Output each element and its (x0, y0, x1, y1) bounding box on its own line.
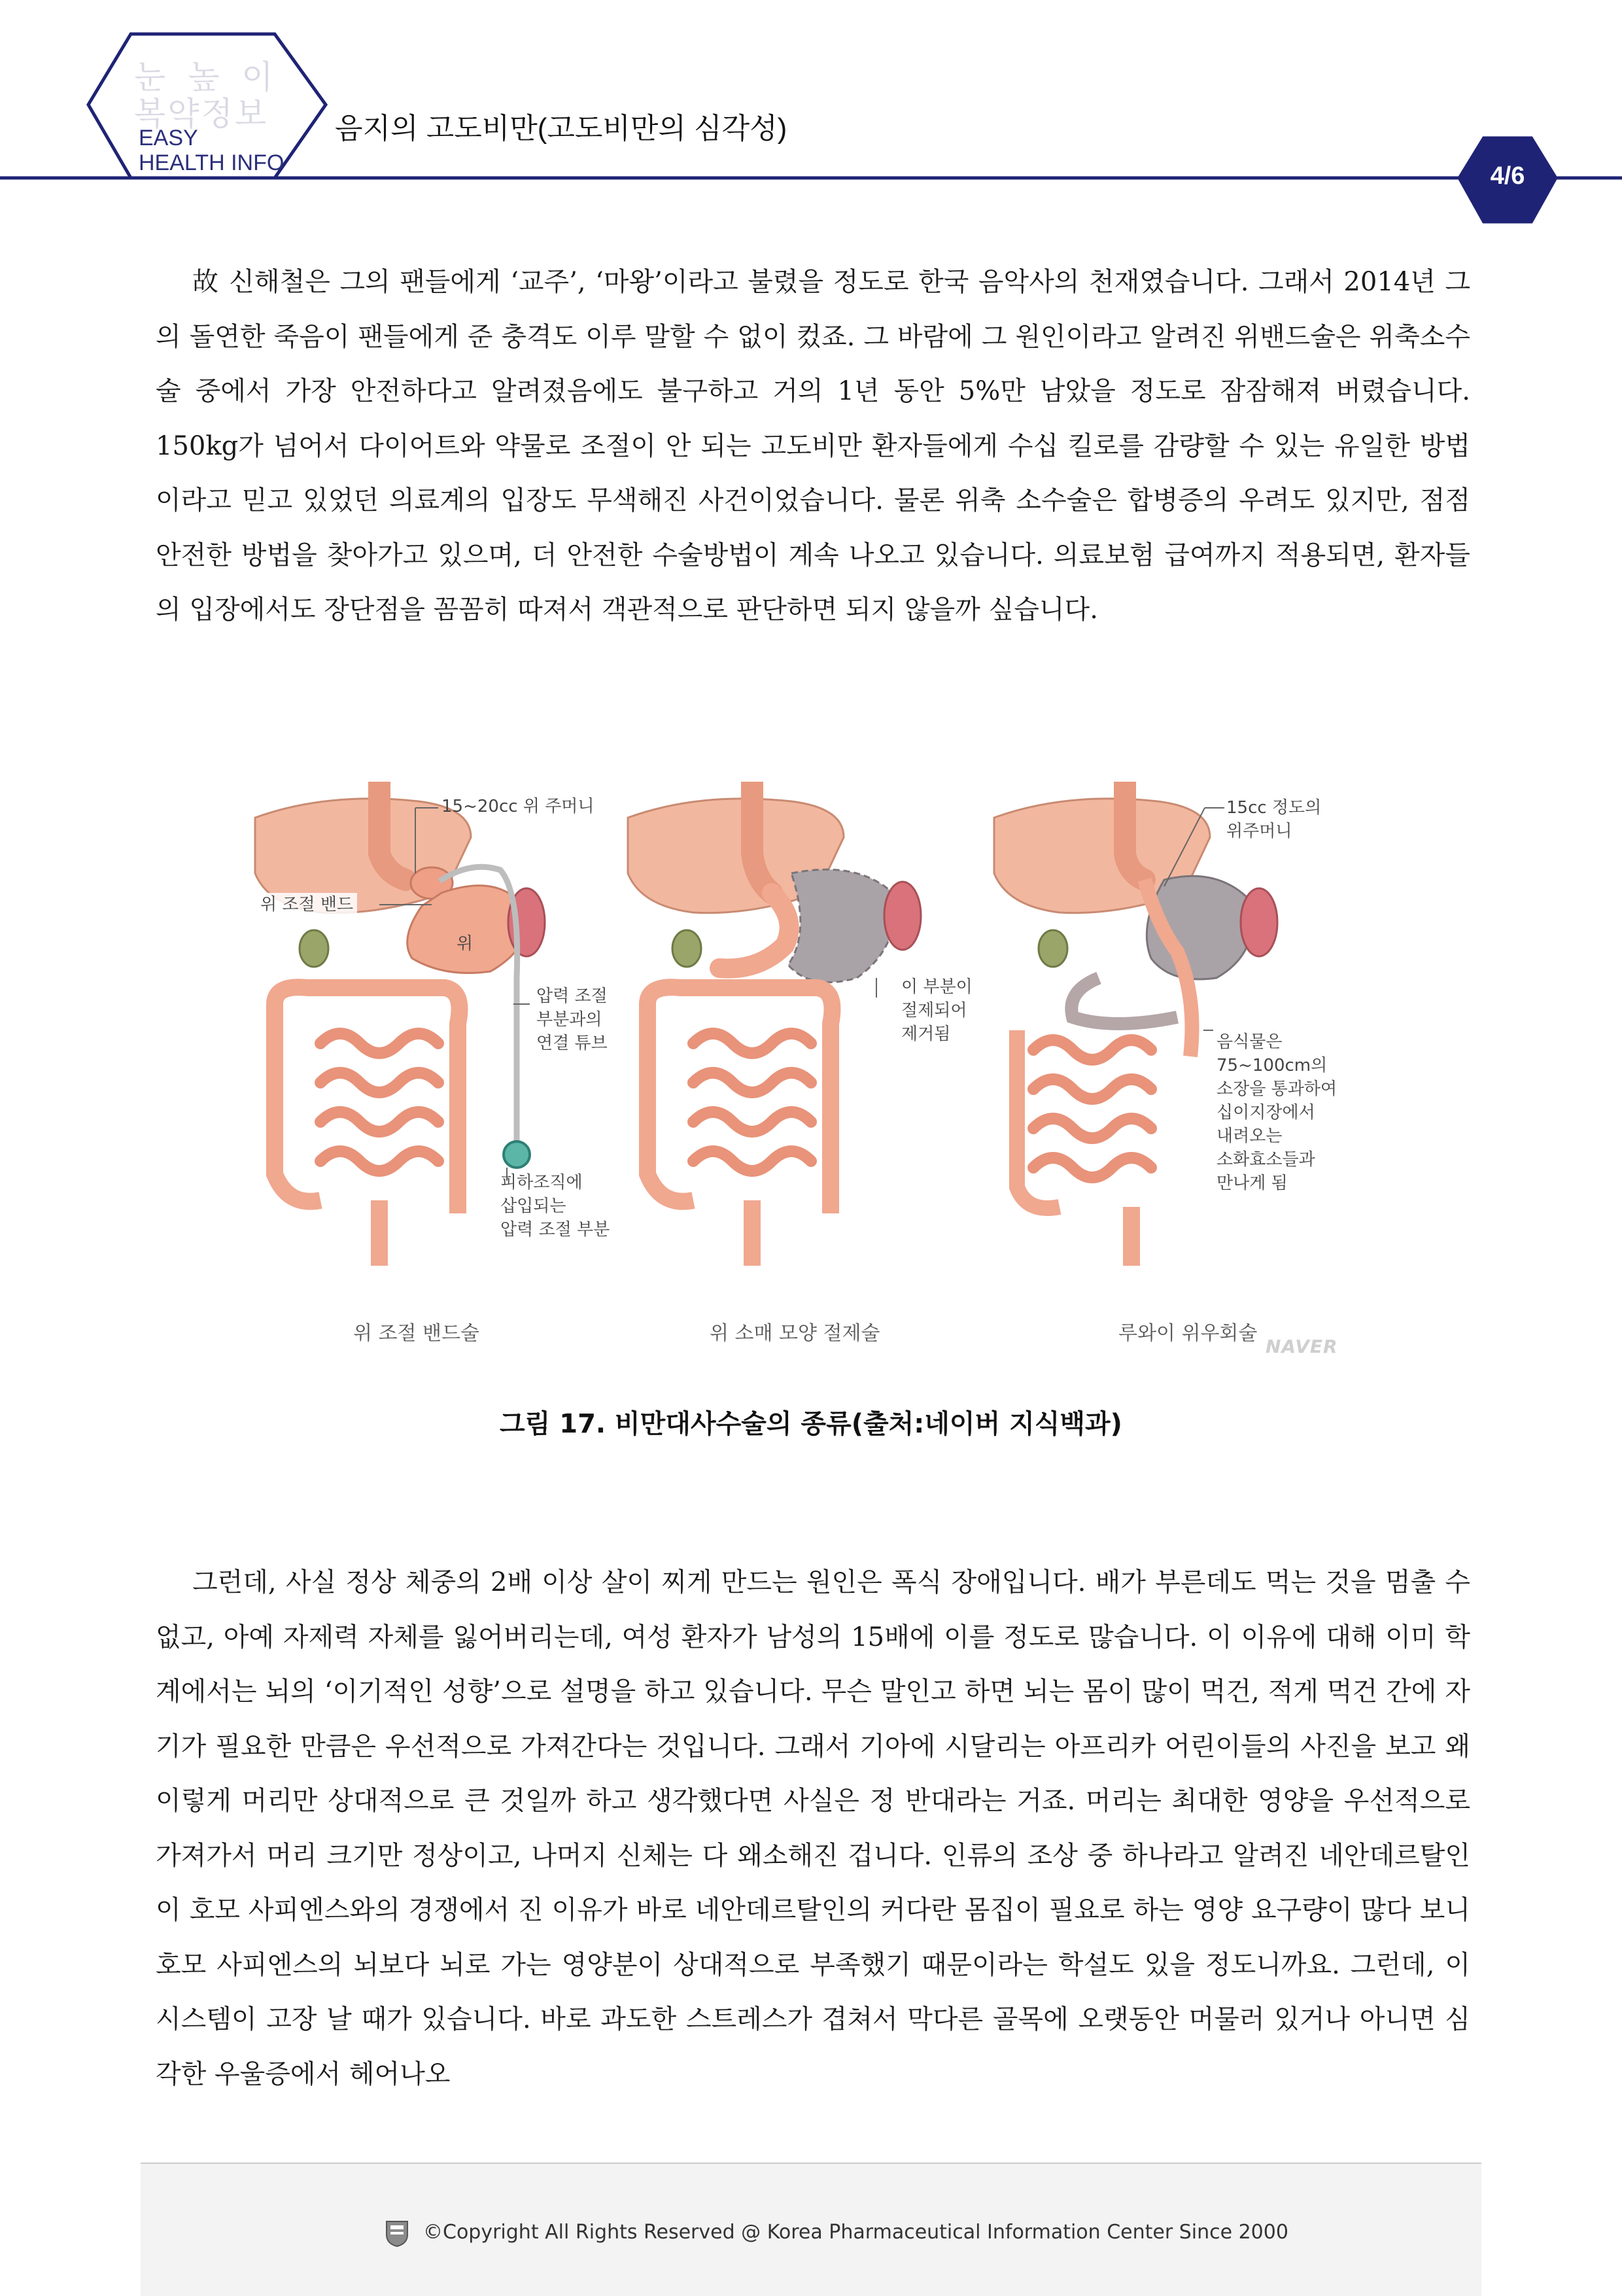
colon-shape (647, 987, 833, 1213)
label-food-3: 소장을 통과하여 (1216, 1079, 1337, 1099)
logo-line1: 눈 높 이 (134, 59, 280, 96)
gallbladder-shape (300, 930, 328, 967)
panel-caption-1: 위 조절 밴드술 (353, 1322, 479, 1345)
spleen-shape (884, 882, 921, 950)
logo-en-line2: HEALTH INFO (139, 150, 285, 175)
panel-caption-3: 루와이 위우회술 (1118, 1322, 1258, 1345)
panel-sleeve-gastrectomy (628, 782, 921, 1266)
logo-en-line1: EASY (139, 126, 198, 150)
document-title: 음지의 고도비만(고도비만의 심각성) (335, 113, 787, 145)
label-stomach: 위 (457, 934, 474, 954)
gallbladder-shape (672, 930, 701, 967)
intestine-coils (693, 1034, 811, 1171)
intestine-coils (320, 1034, 438, 1171)
panel-caption-2: 위 소매 모양 절제술 (710, 1322, 880, 1345)
removed-stomach-shape (788, 869, 895, 982)
label-port-2: 삽입되는 (500, 1196, 566, 1216)
label-food-7: 만나게 됨 (1216, 1174, 1288, 1193)
paragraph-1: 故 신해철은 그의 팬들에게 ‘교주’, ‘마왕’이라고 불렸을 정도로 한국 음악사의 천재였습니다. 그래서 2014년 그의 돌연한 죽음이 팬들에게 준 충격도 이루 말할 수 없이 컸죠. 그 바람에 그 원인이라고 알려진 위밴드술은 위축소수술 중에서 가장 안전하다고 알려졌음에도 불구하고 거의 1년 동안 5%만 남았을 정도로 잠잠해져 버렸습니다. 150kg가 넘어서 다이어트와 약물로 조절이 안 되는 고도비만 환자들에게 수십 킬로를 감량할 수 있는 유일한 방법이라고 믿고 있었던 의료계의 입장도 무색해진 사건이었습니다. 물론 위축 소수술은 합병증의 우려도 있지만, 점점 안전한 방법을 찾아가고 있으며, 더 안전한 수술방법이 계속 나오고 있습니다. 의료보험 급여까지 적용되면, 환자들의 입장에서도 장단점을 꼼꼼히 따져서 객관적으로 판단하면 되지 않을까 싶습니다. (156, 267, 1470, 625)
figure-caption: 그림 17. 비만대사수술의 종류(출처:네이버 지식백과) (500, 1409, 1122, 1439)
label-removed-1: 이 부분이 (901, 977, 973, 997)
page-header (0, 0, 1622, 235)
label-food-5: 내려오는 (1216, 1126, 1283, 1146)
label-tube-3: 연결 튜브 (536, 1034, 608, 1053)
label-band: 위 조절 밴드 (256, 893, 357, 916)
label-food-4: 십이지장에서 (1216, 1103, 1315, 1122)
naver-watermark: NAVER (1266, 1336, 1338, 1357)
label-pouch15-2: 위주머니 (1226, 822, 1292, 841)
kpic-emblem-icon (384, 2219, 410, 2248)
label-removed-2: 절제되어 (901, 1001, 967, 1020)
intestine-coils (1033, 1040, 1151, 1177)
bypassed-limb-shape (1071, 978, 1177, 1024)
label-tube-1: 압력 조절 (536, 986, 608, 1006)
surgery-figure (249, 782, 1373, 1370)
label-tube-2: 부분과의 (536, 1010, 602, 1030)
label-food-2: 75~100cm의 (1216, 1056, 1328, 1075)
copyright-text: ©Copyright All Rights Reserved @ Korea Pharmaceutical Information Center Since 2000 (423, 2221, 1288, 2244)
page-footer (141, 2163, 1481, 2296)
colon-shape (275, 987, 460, 1213)
label-food-6: 소화효소들과 (1216, 1150, 1315, 1170)
page-number: 4/6 (1490, 162, 1525, 190)
label-port-1: 피하조직에 (500, 1173, 583, 1192)
port-circle (504, 1141, 530, 1168)
label-pouch-15-20: 15~20cc 위 주머니 (441, 797, 595, 816)
label-food-1: 음식물은 (1216, 1032, 1283, 1052)
label-pouch15-1: 15cc 정도의 (1226, 798, 1322, 818)
spleen-shape (1241, 888, 1277, 956)
gallbladder-shape (1039, 930, 1067, 967)
paragraph-2: 그런데, 사실 정상 체중의 2배 이상 살이 찌게 만드는 원인은 폭식 장애입니다. 배가 부른데도 먹는 것을 멈출 수 없고, 아예 자제력 자체를 잃어버리는데, 여성 환자가 남성의 15배에 이를 정도로 많습니다. 이 이유에 대해 이미 학계에서는 뇌의 ‘이기적인 성향’으로 설명을 하고 있습니다. 무슨 말인고 하면 뇌는 몸이 많이 먹건, 적게 먹건 간에 자기가 필요한 만큼은 우선적으로 가져간다는 것입니다. 그래서 기아에 시달리는 아프리카 어린이들의 사진을 보고 왜 이렇게 머리만 상대적으로 큰 것일까 하고 생각했다면 사실은 정 반대라는 거죠. 머리는 최대한 영양을 우선적으로 가져가서 머리 크기만 정상이고, 나머지 신체는 다 왜소해진 겁니다. 인류의 조상 중 하나라고 알려진 네안데르탈인이 호모 사피엔스와의 경쟁에서 진 이유가 바로 네안데르탈인의 커다란 몸집이 필요로 하는 영양 요구량이 많다 보니 호모 사피엔스의 뇌보다 뇌로 가는 영양분이 상대적으로 부족했기 때문이라는 학설도 있을 정도니까요. 그런데, 이 시스템이 고장 날 때가 있습니다. 바로 과도한 스트레스가 겹쳐서 막다른 골목에 오랫동안 머물러 있거나 아니면 심각한 우울증에서 헤어나오 (156, 1567, 1470, 2089)
logo-line2: 복약정보 (134, 96, 269, 132)
label-removed-3: 제거됨 (901, 1024, 951, 1044)
label-port-3: 압력 조절 부분 (500, 1220, 610, 1240)
surgery-illustration (249, 782, 1373, 1370)
